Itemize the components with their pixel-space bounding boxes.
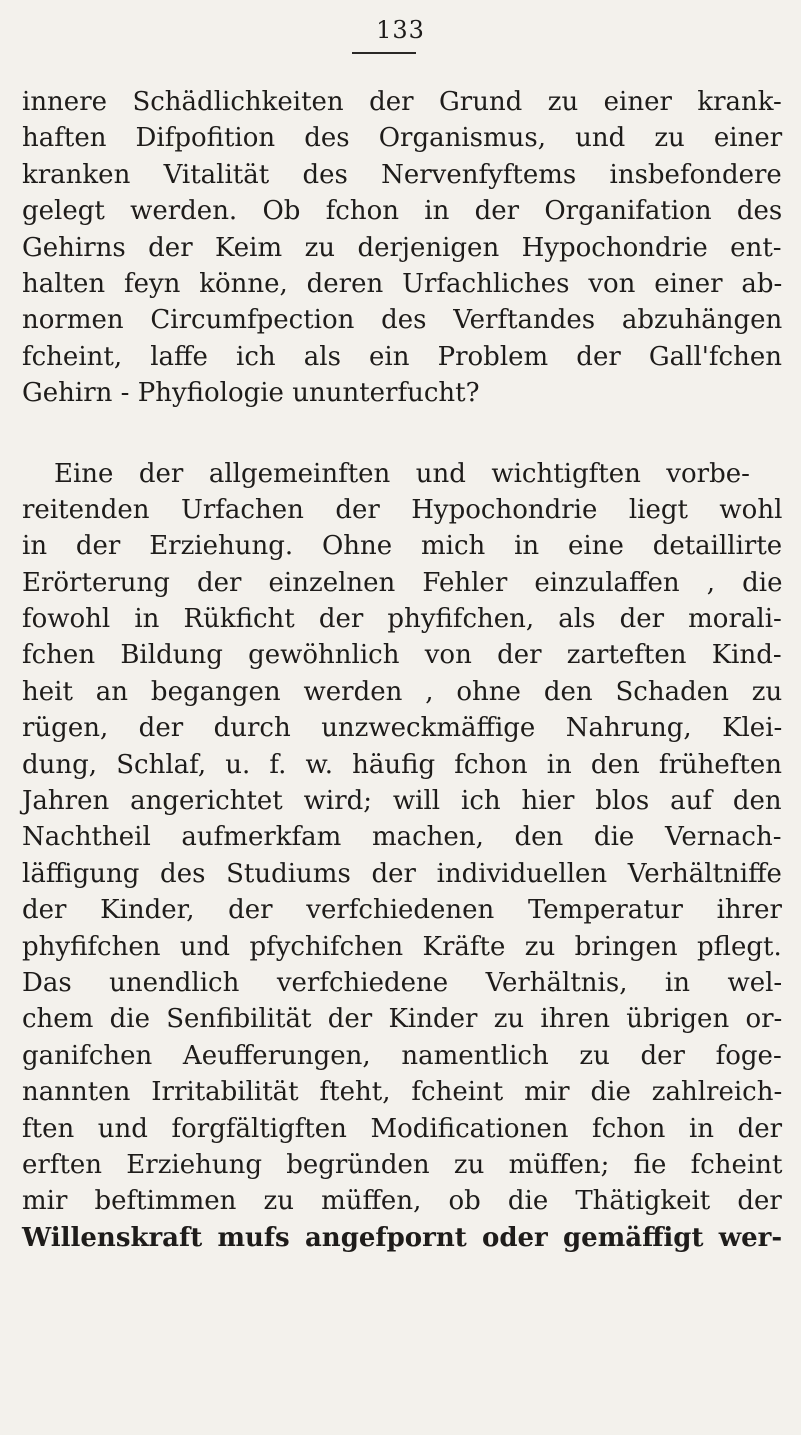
text-line: Gehirns der Keim zu derjenigen Hypochondrie ent-	[22, 232, 782, 263]
text-line: phyfifchen und pfychifchen Kräfte zu bringen pflegt.	[22, 931, 782, 962]
text-line: Jahren angerichtet wird; will ich hier blos auf den	[22, 786, 782, 817]
text-line: Willenskraft mufs angefpornt oder gemäffigt wer-	[22, 1222, 783, 1253]
text-line: haften Difpofition des Organismus, und zu einer	[22, 123, 783, 154]
paragraph-2	[22, 456, 782, 1257]
text-line: fowohl in Rükficht der phyfifchen, als der morali-	[22, 604, 782, 635]
text-line: chem die Senfibilität der Kinder zu ihren übrigen or-	[22, 1004, 783, 1035]
text-line: Nachtheil aufmerkfam machen, den die Vernach-	[22, 822, 782, 853]
text-line: mir beftimmen zu müffen, ob die Thätigkeit der	[22, 1186, 782, 1217]
paragraph-1	[22, 84, 782, 412]
text-line: dung, Schlaf, u. f. w. häufig fchon in den früheften	[22, 749, 782, 780]
text-line: heit an begangen werden , ohne den Schaden zu	[22, 676, 783, 707]
text-line: nannten Irritabilität fteht, fcheint mir die zahlreich-	[22, 1077, 783, 1108]
text-line: innere Schädlichkeiten der Grund zu einer krank-	[22, 87, 782, 117]
text-line: gelegt werden. Ob fchon in der Organifation des	[22, 196, 783, 227]
text-line: läffigung des Studiums der individuellen Verhältniffe	[22, 858, 782, 889]
text-line: ganifchen Aeufferungen, namentlich zu der foge-	[22, 1040, 782, 1071]
text-line: der Kinder, der verfchiedenen Temperatur ihrer	[22, 895, 782, 926]
text-line: in der Erziehung. Ohne mich in eine detaillirte	[22, 531, 783, 562]
text-line: Erörterung der einzelnen Fehler einzulaffen , die	[22, 567, 783, 598]
text-line: Gehirn - Phyfiologie ununterfucht?	[22, 378, 480, 409]
text-line: fcheint, laffe ich als ein Problem der Gall'fchen	[22, 341, 782, 372]
text-line: halten feyn könne, deren Urfachliches von einer ab-	[22, 268, 783, 299]
text-line: kranken Vitalität des Nervenfyftems insbefondere	[22, 159, 782, 190]
text-line: rügen, der durch unzweckmäffige Nahrung, Klei-	[22, 713, 783, 744]
text-line: Das unendlich verfchiedene Verhältnis, in wel-	[22, 967, 783, 998]
text-line: ften und forgfältigften Modificationen fchon in der	[22, 1113, 783, 1144]
text-line: erften Erziehung begründen zu müffen; fie fcheint	[22, 1149, 783, 1180]
text-line: normen Circumfpection des Verftandes abzuhängen	[22, 305, 783, 336]
header-rule	[352, 52, 416, 54]
text-line: fchen Bildung gewöhnlich von der zarteften Kind-	[22, 640, 782, 671]
body-text	[22, 84, 782, 1256]
page-number: 133	[376, 16, 425, 44]
text-line: reitenden Urfachen der Hypochondrie liegt wohl	[22, 494, 783, 525]
text-line: Eine der allgemeinften und wichtigften vorbe-	[54, 458, 750, 489]
